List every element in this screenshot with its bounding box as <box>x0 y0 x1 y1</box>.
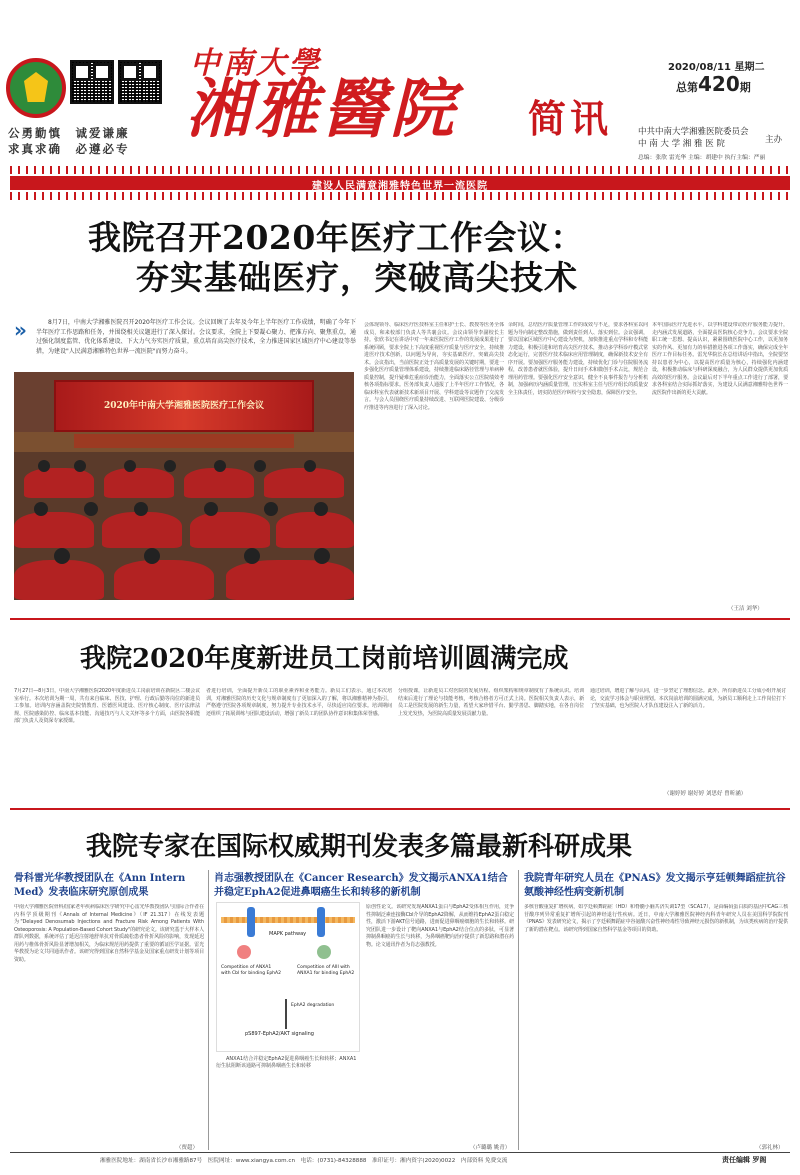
issue-date <box>668 58 764 73</box>
article1-col3: 本年国际医疗先进水平，以学科建设带动医疗服务能力提升，走内涵式发展道路，全面提高医院核心竞争力。会议要求全院职工统一思想、提高认识，紧紧围绕医院中心工作，以更加务实的作风、更加有力的举措推进各项工作落实，确保完成全年医疗工作目标任务。雷光华院长在总结讲话中指出，全院要坚持以患者为中心，以提高医疗质量为核心，持续强化内涵建设，积极推动临床与科研深度融合，为人民群众提供更加优质高效的医疗服务。会议最后对下半年重点工作进行了部署，要求各科室结合实际抓好落实，为建设人民满意湘雅特色世界一流医院作出新的更大贡献。 <box>652 322 788 396</box>
issue-number <box>676 72 751 96</box>
banner-pattern-bottom <box>10 192 790 200</box>
divider-2 <box>10 808 790 810</box>
banner-text: 建设人民满意湘雅特色世界一流医院 <box>312 181 488 192</box>
article1-col2: 余时间，总结医疗质量管理工作的成效与不足，要求各科室以问题为导向制定整改措施，做到责任到人、落实到位。会议强调，要以国家区域医疗中心建设为契机，加快推进重点学科和专科能力建设，积极引进和培育高尖医疗技术，推动多学科诊疗模式常态化运行，完善医疗技术临床应用管理制度，确保新技术安全有序开展。要加强医疗服务能力建设，持续优化门诊与住院服务流程，改善患者就医体验，提升日间手术和微创手术占比，规范合理用药管理。要强化医疗安全意识，健全不良事件报告与分析机制，加强病历内涵质量管理，压实科室主任与医疗组长的质量安全主体责任，切实防范医疗纠纷与安全隐患，保障医疗安全。 <box>508 322 648 396</box>
sponsor-1: 中共中南大学湘雅医院委员会 <box>638 127 749 137</box>
hospital-logo <box>6 58 66 118</box>
motto-2: 诚爱谦廉 <box>75 126 130 140</box>
article3c-title: 我院青年研究人员在《PNAS》发文揭示亨廷顿舞蹈症抗谷氨酸神经性病变新机制 <box>524 873 786 898</box>
qr-code-1 <box>70 60 114 104</box>
article3a-body: 中南大学湘雅医院骨科/国家老年疾病临床医学研究中心雷光华教授团队与国际合作者在内科学顶级期刊《Annals of Internal Medicine》（IF 21.317）在线发表题为"Delayed Denosumab Injections and Fracture Risk Among Patients With Osteoporosis: A Population-Based Cohort Study"的研究论文。该研究基于大样本人群队列数据，系统评估了延迟注射地舒单抗对骨质疏松患者骨折风险的影响，发现延迟用药与椎体骨折风险显著增加相关，为临床规范用药提供了重要的循证医学证据。雷光华教授为论文共同通讯作者。该研究得到国家自然科学基金及国家重点研发计划等项目资助。 <box>14 904 204 963</box>
footer-info: 湘雅医院地址：湖南省长沙市湘雅路87号 医院网址：www.xiangya.com.cn 电话：(0731)-84328888 准印证号：湘内资字(2020)0022 内部资料 免费交流 <box>100 1158 508 1164</box>
mechanism-figure <box>216 902 360 1052</box>
issue-no: 420 <box>698 72 740 96</box>
article2-col1: 7月27日—8月3日，中南大学湘雅医院2020年度新进员工岗前培训在新院区二楼会议室举行。本次培训为期一周，共有来自临床、医技、护理、行政后勤等岗位的新进员工参加。培训内容涵盖院史院情教育、医德医风建设、医疗核心制度、医疗法律法规、医院感染防控、临床基本技能、沟通技巧与人文关怀等多个方面，由医院各职能部门负责人及资深专家授课。 <box>14 688 200 724</box>
article3c-author: （郭礼林） <box>756 1145 784 1151</box>
issue-suffix: 期 <box>739 81 751 94</box>
col-divider-a <box>208 870 209 1150</box>
issue-prefix: 总第 <box>676 81 698 94</box>
article3b-body: 原创性论文。该研究发现ANXA1蛋白与EphA2受体相互作用，竞争性抑制泛素连接酶Cbl介导的EphA2降解，从而维持EphA2蛋白稳定性，激活下游AKT信号通路，进而促进鼻咽癌细胞的生长和转移。研究团队进一步设计了靶向ANXA1与EphA2结合位点的多肽，可显著抑制鼻咽癌的生长与转移，为鼻咽癌靶向治疗提供了新思路和潜在药物。论文通讯作者为肖志强教授。 <box>366 904 514 948</box>
article2-headline: 我院2020年度新进员工岗前培训圆满完成 <box>80 644 569 674</box>
receptor-left <box>247 907 255 937</box>
article3a-author: （贾超） <box>176 1145 199 1151</box>
photo-screen-text: 2020年中南大学湘雅医院医疗工作会议 <box>103 401 265 411</box>
cell-membrane <box>221 917 355 923</box>
footer-line <box>10 1152 790 1153</box>
article2-col4: 通过培训，增进了解与认同，进一步坚定了理想信念。此外，所有新进员工分成小组开展讨论，交流学习体会与职业规划。本次岗前培训的圆满完成，为新员工顺利走上工作岗位打下了坚实基础，也为医院人才队伍建设注入了新的活力。 <box>590 688 786 709</box>
fig-label-mid: EphA2 degradation <box>291 1003 335 1008</box>
figure-caption: ANXA1结合并稳定EphA2促进鼻咽癌生长和转移；ANXA1衍生肽阻断该通路可抑制鼻咽癌生长和转移 <box>216 1056 357 1069</box>
sponsor-role: 主办 <box>765 135 783 145</box>
divider-1 <box>10 618 790 620</box>
article2-col2: 者进行培训，全面提升新员工的职业素养和业务能力。新员工们表示，通过本次培训，对湘雅医院的历史文化与规章制度有了更加深入的了解，将以湘雅精神为指引，严格遵守医院各项规章制度，努力提升专业技术水平，尽快适应岗位要求。培训期间还组织了拓展训练与团队建设活动，增强了新员工的团队协作意识和集体荣誉感。 <box>206 688 392 717</box>
article3b-author: （卢璐璐 姚青） <box>470 1145 511 1151</box>
article3c-body: 多核苷酸重复扩增疾病，如亨廷顿舞蹈症（HD）和脊髓小脑共济失调17型（SCA17），是由编码蛋白质的基因中CAG三核苷酸序列异常重复扩增所引起的神经退行性疾病。近日，中南大学湘雅医院神经内科青年研究人员在美国科学院院刊《PNAS》发表研究论文，揭示了亨廷顿舞蹈症中谷氨酸兴奋性神经毒性导致神经元损伤的新机制，为该类疾病的治疗提供了新的潜在靶点。该研究得到国家自然科学基金等项目的资助。 <box>524 904 788 933</box>
article2-col3: 分组授课，让新进员工对医院的发展历程、组织架构和规章制度有了系统认识。培训结束后进行了理论与技能考核，考核合格者方可正式上岗。医院相关负责人表示，新员工是医院发展的新生力量，希望大家珍惜平台、勤学善思、脚踏实地，在各自岗位上发光发热，为医院高质量发展贡献力量。 <box>398 688 584 717</box>
anxa1-protein <box>237 945 251 959</box>
motto <box>8 125 178 157</box>
arrow-down <box>285 999 287 1029</box>
banner <box>10 176 790 190</box>
university-name: 中南大學 <box>190 46 322 81</box>
article1-author: （王洁 刘华） <box>728 606 763 612</box>
article1-headline-2: 夯实基础医疗，突破高尖技术 <box>136 258 578 297</box>
fig-label-right: Competition of AIII with ANXA1 for binding EphA2 <box>297 965 355 976</box>
date: 2020/08/11 <box>668 62 731 73</box>
motto-4: 必遵必专 <box>75 142 130 156</box>
cbl-protein <box>317 945 331 959</box>
col-divider-b <box>518 870 519 1150</box>
sponsor-2: 中 南 大 学 湘 雅 医 院 <box>638 139 725 149</box>
meeting-photo <box>14 372 354 600</box>
fig-label-bottom: pS897-EphA2/AKT signaling <box>245 1031 314 1037</box>
chevron-icon: » <box>14 318 27 342</box>
article1-lead: 8月7日，中南大学湘雅医院召开2020年医疗工作会议。会议回顾了去年及今年上半年医疗工作成绩，明确了今年下半年医疗工作思路和任务，并围绕相关议题进行了深入探讨。会议要求，全院上下要凝心聚力、把准方向、聚焦重点，通过强化制度监管、优化体系建设、下大力气夯实医疗质量，重点培育高尖医疗技术，全力推进国家区域医疗中心建设等举措，为建设"人民满意湘雅特色世界一流医院"而努力奋斗。 <box>36 319 356 355</box>
stage-screen <box>54 380 314 432</box>
article1-headline-1: 我院召开2020年医疗工作会议： <box>88 218 584 257</box>
qr-code-2 <box>118 60 162 104</box>
article1-col1: 会体现领导、临床医疗医技科室主任和护士长、教授等医务全体成员，和来校部门负责人等共襄会议。会议由领导李副校长主持。张欣书记在讲话中对一年来医院医疗工作的发展成果进行了系统回顾，要求全院上下高度重视医疗质量与医疗安全，持续推进医疗技术创新，以问题为导向，夯实基础医疗，突破高尖技术。会议指出，当前医院正处于高质量发展的关键时期，要进一步强化医疗质量管理体系建设，持续推进临床路径管理与单病种质量控制，提升疑难危重症诊治能力，全面落实公立医院绩效考核各项指标要求。医务部负责人通报了上半年医疗工作情况，各临床科室代表就新技术新项目开展、学科建设等议题作了交流发言。与会人员围绕医疗质量持续改进、互联网医院建设、分级诊疗推进等内容进行了深入讨论。 <box>364 322 504 411</box>
receptor-right <box>317 907 325 937</box>
article3b-title: 肖志强教授团队在《Cancer Research》发文揭示ANXA1结合并稳定EphA2促进鼻咽癌生长和转移的新机制 <box>214 873 508 898</box>
article3-headline: 我院专家在国际权威期刊发表多篇最新科研成果 <box>86 832 633 862</box>
motto-3: 求真求确 <box>8 142 62 156</box>
article3a-title: 骨科雷光华教授团队在《Ann Intern Med》发表临床研究原创成果 <box>14 873 186 898</box>
fig-label-top: MAPK pathway <box>269 931 307 937</box>
weekday: 星期二 <box>734 62 765 73</box>
banner-pattern-top <box>10 166 790 174</box>
footer-editor: 责任编辑 罗阁 <box>722 1156 767 1164</box>
editors: 总编：张欣 雷光华 主编：胡建中 执行主编：严丽 <box>638 155 766 161</box>
newspaper-subtitle: 简讯 <box>528 97 613 141</box>
newspaper-title: 湘雅醫院 <box>186 72 458 147</box>
fig-label-left: Competition of ANXA1 with Cbl for binding EphA2 <box>221 965 281 976</box>
motto-1: 公勇勤慎 <box>8 126 62 140</box>
article2-author: （谢婷婷 谢好婷 刘思好 曾昕涵） <box>664 791 747 797</box>
